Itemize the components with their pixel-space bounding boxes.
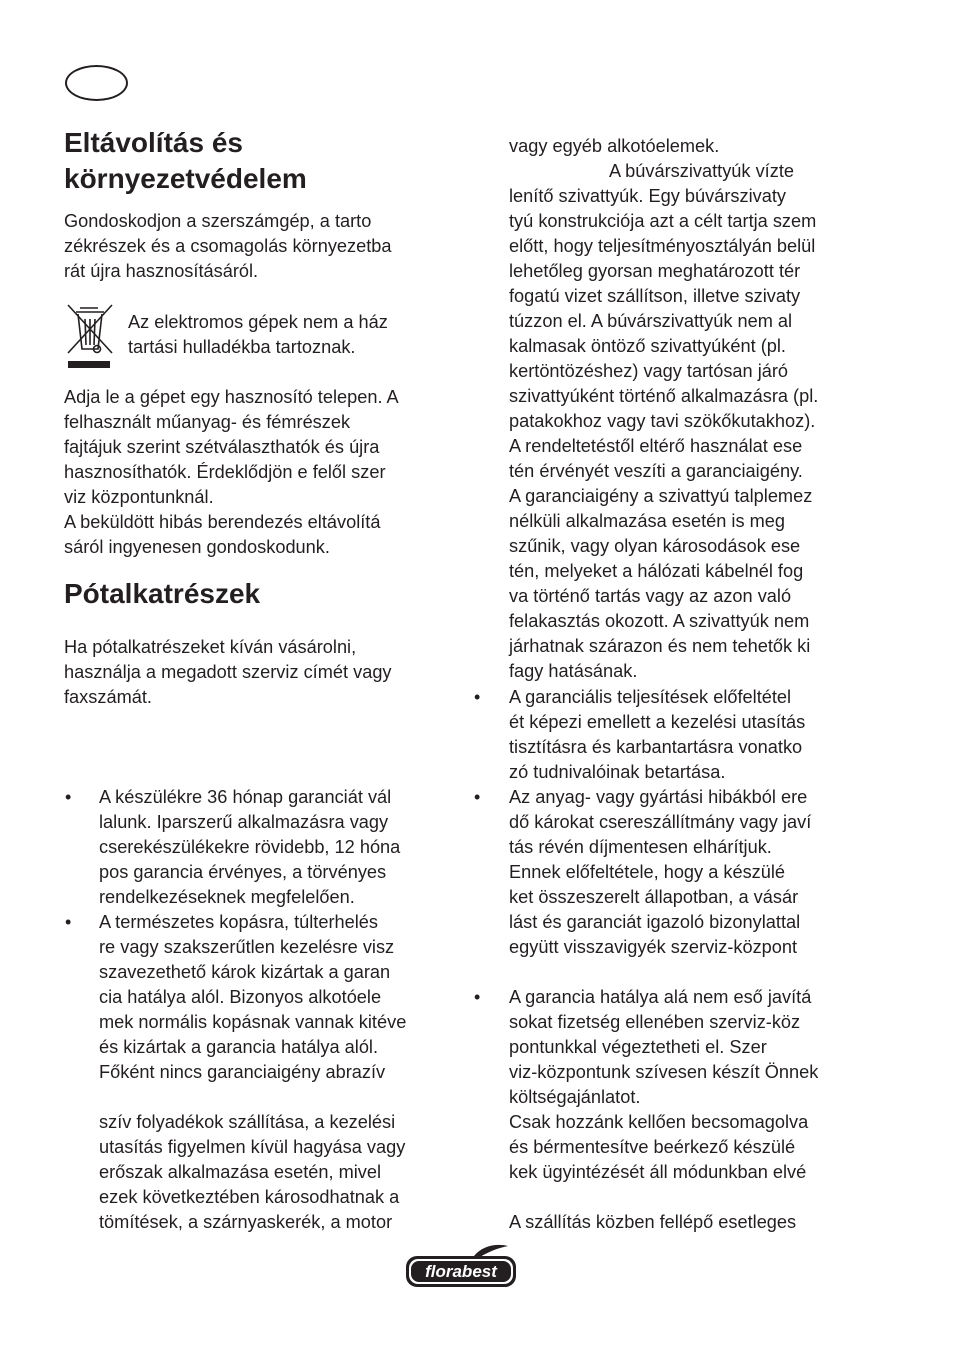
bullet-text-line: lalunk. Iparszerű alkalmazásra vagy (99, 812, 389, 832)
text-line: patakokhoz vagy tavi szökőkutakhoz). (509, 411, 816, 431)
bullet-text-line: rendelkezéseknek megfelelően. (99, 887, 355, 907)
text-line: tén érvényét veszíti a garanciaigény. (509, 461, 803, 481)
text-line: tén, melyeket a hálózati kábelnél fog (509, 561, 804, 581)
bullet-text-line: kek ügyintézését áll módunkban elvé (509, 1162, 807, 1182)
text-line: lenítő szivattyúk. Egy búvárszivaty (509, 186, 786, 206)
bullet-text-line: viz-központunk szívesen készít Önnek (509, 1062, 819, 1082)
disposal-text-line: felhasznált műanyag- és fémrészek (64, 412, 351, 432)
disposal-text-line: A beküldött hibás berendezés eltávolítá (64, 512, 381, 532)
bullet-text-line: ét képezi emellett a kezelési utasítás (509, 712, 806, 732)
heading-parts: Pótalkatrészek (64, 578, 261, 609)
disposal-intro-line: Gondoskodjon a szerszámgép, a tarto (64, 211, 372, 231)
text-line: A búvárszivattyúk vízte (609, 161, 794, 181)
crossed-out-wheelie-bin-icon (66, 303, 114, 369)
parts-text-line: faxszámát. (64, 687, 152, 707)
bullet-text-line: költségajánlatot. (509, 1087, 641, 1107)
bullet-text-line: Csak hozzánk kellően becsomagolva (509, 1112, 809, 1132)
bullet-text-line: A természetes kopásra, túlterhelés (99, 912, 379, 932)
bullet-text-line: zó tudnivalóinak betartása. (509, 762, 726, 782)
bullet-text-line: A készülékre 36 hónap garanciát vál (99, 787, 392, 807)
florabest-logo (404, 1244, 518, 1290)
heading-disposal-1: Eltávolítás és (64, 127, 243, 158)
text-line: kalmasak öntöző szivattyúként (pl. (509, 336, 786, 356)
text-line: va történő tartás vagy az azon való (509, 586, 792, 606)
bullet-text-line: pontunkkal végeztetheti el. Szer (509, 1037, 767, 1057)
bullet-text-line: és kizártak a garancia hatálya alól. (99, 1037, 379, 1057)
heading-disposal-2: környezetvédelem (64, 163, 307, 194)
bullet-text-line: Ennek előfeltétele, hogy a készülé (509, 862, 786, 882)
bullet-text-line: lást és garanciát igazoló bizonylattal (509, 912, 801, 932)
disposal-text-line: fajtájuk szerint szétválaszthatók és újra (64, 437, 380, 457)
disposal-intro-line: zékrészek és a csomagolás környezetba (64, 236, 392, 256)
disposal-text-line: hasznosíthatók. Érdeklődjön e felől szer (64, 462, 386, 482)
disposal-text-line: sáról ingyenesen gondoskodunk. (64, 537, 330, 557)
weee-note-line: tartási hulladékba tartoznak. (128, 337, 356, 357)
text-line: A szállítás közben fellépő esetleges (509, 1212, 797, 1232)
bullet-marker: • (474, 987, 481, 1007)
bullet-text-line: tisztításra és karbantartásra vonatko (509, 737, 803, 757)
text-line: túzzon el. A búvárszivattyúk nem al (509, 311, 793, 331)
bullet-marker: • (65, 787, 72, 807)
bullet-text-line: erőszak alkalmazása esetén, mivel (99, 1162, 382, 1182)
logo-text: florabest (425, 1262, 497, 1281)
bullet-text-line: A garancia hatálya alá nem eső javítá (509, 987, 812, 1007)
text-line: lehetőleg gyorsan meghatározott tér (509, 261, 801, 281)
text-line: A rendeltetéstől eltérő használat ese (509, 436, 803, 456)
parts-text-line: használja a megadott szerviz címét vagy (64, 662, 392, 682)
text-line: járhatnak szárazon és nem tehetők ki (509, 636, 811, 656)
bullet-text-line: tömítések, a szárnyaskerék, a motor (99, 1212, 393, 1232)
bullet-text-line: cia hatálya alól. Bizonyos alkotóele (99, 987, 382, 1007)
text-line: kertöntözéshez) vagy tartósan járó (509, 361, 789, 381)
text-line: szivattyúként történő alkalmazásra (pl. (509, 386, 819, 406)
language-badge (65, 65, 128, 101)
bullet-text-line: sokat fizetség ellenében szerviz-köz (509, 1012, 801, 1032)
bullet-text-line: szív folyadékok szállítása, a kezelési (99, 1112, 396, 1132)
bullet-text-line: Főként nincs garanciaigény abrazív (99, 1062, 386, 1082)
bullet-marker: • (65, 912, 72, 932)
text-line: felakasztás okozott. A szivattyúk nem (509, 611, 810, 631)
text-line: fagy hatásának. (509, 661, 638, 681)
bullet-text-line: ezek következtében károsodhatnak a (99, 1187, 400, 1207)
bullet-text-line: együtt visszavigyék szerviz-központ (509, 937, 798, 957)
disposal-text-line: Adja le a gépet egy hasznosító telepen. A (64, 387, 399, 407)
disposal-text-line: viz központunknál. (64, 487, 214, 507)
bullet-marker: • (474, 787, 481, 807)
bullet-text-line: ket összeszerelt állapotban, a vásár (509, 887, 799, 907)
text-line: nélküli alkalmazása esetén is meg (509, 511, 785, 531)
bullet-text-line: A garanciális teljesítések előfeltétel (509, 687, 792, 707)
bullet-text-line: Az anyag- vagy gyártási hibákból ere (509, 787, 808, 807)
text-line: A garanciaigény a szivattyú talplemez (509, 486, 813, 506)
disposal-intro-line: rát újra hasznosításáról. (64, 261, 259, 281)
bullet-text-line: dő károkat csereszállítmány vagy javí (509, 812, 812, 832)
weee-note-line: Az elektromos gépek nem a ház (128, 312, 388, 332)
bullet-text-line: pos garancia érvényes, a törvényes (99, 862, 387, 882)
text-line: tyú konstrukciója azt a célt tartja szem (509, 211, 817, 231)
text-line: szűnik, vagy olyan károsodások ese (509, 536, 801, 556)
bullet-text-line: re vagy szakszerűtlen kezelésre visz (99, 937, 395, 957)
text-line: előtt, hogy teljesítményosztályán belül (509, 236, 816, 256)
text-line: vagy egyéb alkotóelemek. (509, 136, 720, 156)
parts-text-line: Ha pótalkatrészeket kíván vásárolni, (64, 637, 357, 657)
bullet-marker: • (474, 687, 481, 707)
bullet-text-line: cserekészülékekre rövidebb, 12 hóna (99, 837, 401, 857)
bullet-text-line: és bérmentesítve beérkező készülé (509, 1137, 796, 1157)
bullet-text-line: tás révén díjmentesen elhárítjuk. (509, 837, 772, 857)
bullet-text-line: utasítás figyelmen kívül hagyása vagy (99, 1137, 406, 1157)
text-line: fogatú vizet szállítson, illetve szivaty (509, 286, 801, 306)
bullet-text-line: mek normális kopásnak vannak kitéve (99, 1012, 407, 1032)
bullet-text-line: szavezethető károk kizártak a garan (99, 962, 391, 982)
